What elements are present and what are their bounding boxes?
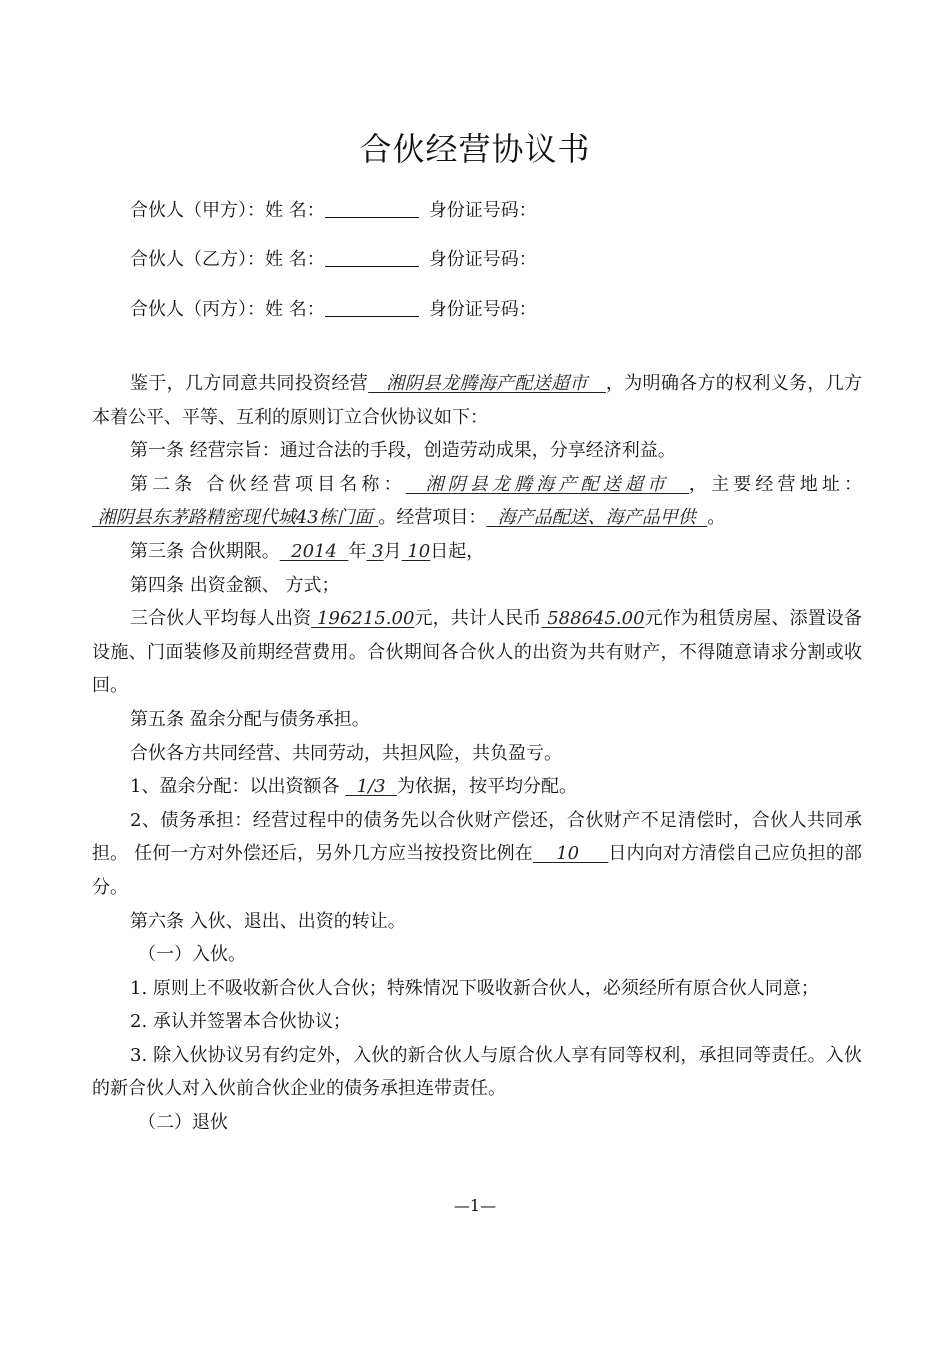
section-withdrawal: （二）退伙 (138, 1112, 228, 1134)
preamble-text-b: ，为明确各方的权利义务，几方本着公平、平等、互利的原则订立合伙协议如下： (92, 373, 863, 428)
day-fill: 10 (401, 540, 431, 562)
article-4-text-a: 三合伙人平均每人出资 (130, 608, 312, 630)
year-unit: 年 (348, 540, 367, 562)
party-a-label: 合伙人（甲方）：姓 名： (130, 200, 325, 221)
article-3-text-a: 第三条 合伙期限。 (130, 540, 280, 562)
party-b-label: 合伙人（乙方）：姓 名： (130, 249, 325, 270)
preamble-paragraph (92, 367, 862, 434)
article-3 (92, 535, 862, 569)
article-5: 第五条 盈余分配与债务承担。 (130, 708, 370, 730)
article-5-item-1 (92, 770, 862, 804)
document-title: 合伙经营协议书 (359, 130, 591, 168)
article-2-text-a: 第二条 合伙经营项目名称： (130, 473, 406, 495)
section-admission-item-3: 3. 除入伙协议另有约定外，入伙的新合伙人与原合伙人享有同等权利，承担同等责任。入伙的新合伙人对入伙前合伙企业的债务承担连带责任。 (92, 1044, 862, 1100)
article-2-text-b: ，主要经营地址： (688, 473, 862, 495)
party-a-id-label: 身份证号码： (428, 200, 537, 221)
page-number: —1— (453, 1196, 497, 1215)
party-c-label: 合伙人（丙方）：姓 名： (130, 299, 325, 320)
month-fill: 3 (366, 540, 384, 562)
section-admission-item-1: 1. 原则上不吸收新合伙人合伙；特殊情况下吸收新合伙人，必须经所有原合伙人同意； (130, 977, 819, 999)
address-fill: 湘阴县东茅路精密现代城43栋门面 (92, 507, 379, 529)
year-fill: 2014 (279, 540, 349, 562)
business-name-fill: 湘阴县龙腾海产配送超市 (368, 373, 606, 394)
article-2 (92, 468, 862, 535)
article-4-text-c: 元作为租赁房屋、添置设备设施、门面装修及前期经营费用。合伙期间各合伙人的出资为共有财产，不得随意请求分割或收回。 (92, 608, 863, 697)
party-a-name-blank[interactable] (325, 199, 419, 218)
section-admission: （一）入伙。 (138, 944, 246, 966)
party-c-line (130, 295, 537, 321)
party-c-name-blank[interactable] (325, 298, 419, 317)
profit-ratio-fill: 1/3 (345, 776, 398, 798)
party-b-line (130, 245, 537, 271)
article-5-2-text-b: 日内向对方清偿自己应负担的部分。 (92, 843, 862, 898)
preamble-text-a: 鉴于，几方同意共同投资经营 (130, 373, 369, 394)
article-5-1-text-b: 为依据，按平均分配。 (397, 776, 578, 798)
article-5-item-2 (92, 804, 862, 905)
each-contribution-fill: 196215.00 (311, 608, 415, 630)
party-c-id-label: 身份证号码： (428, 299, 537, 320)
agreement-body (92, 367, 862, 1140)
repay-days-fill: 10 (532, 843, 609, 865)
total-contribution-fill: 588645.00 (541, 608, 645, 630)
party-b-name-blank[interactable] (325, 248, 419, 267)
article-6: 第六条 入伙、退出、出资的转让。 (130, 910, 406, 932)
article-5-1-text-a: 1、盈余分配：以出资额各 (130, 776, 346, 798)
article-2-text-d: 。 (707, 507, 726, 529)
article-1: 第一条 经营宗旨：通过合法的手段，创造劳动成果，分享经济利益。 (130, 440, 676, 462)
day-unit: 日起， (430, 540, 485, 562)
party-b-id-label: 身份证号码： (428, 249, 537, 270)
article-2-text-c: 。经营项目： (378, 507, 487, 529)
month-unit: 月 (383, 540, 402, 562)
article-5-2-text-a: 2、债务承担：经营过程中的债务先以合伙财产偿还，合伙财产不足清偿时，合伙人共同承担。 任何一方对外偿还后，另外几方应当按投资比例在 (92, 809, 862, 865)
article-5-intro: 合伙各方共同经营、共同劳动，共担风险，共负盈亏。 (130, 742, 562, 764)
project-name-fill: 湘阴县龙腾海产配送超市 (405, 473, 689, 495)
party-a-line (130, 196, 537, 222)
business-items-fill: 海产品配送、海产品甲供 (486, 507, 708, 529)
article-4-body (92, 602, 862, 703)
section-admission-item-2: 2. 承认并签署本合伙协议； (130, 1011, 351, 1033)
article-4-text-b: 元，共计人民币 (414, 608, 542, 630)
article-4: 第四条 出资金额、 方式； (130, 574, 340, 596)
